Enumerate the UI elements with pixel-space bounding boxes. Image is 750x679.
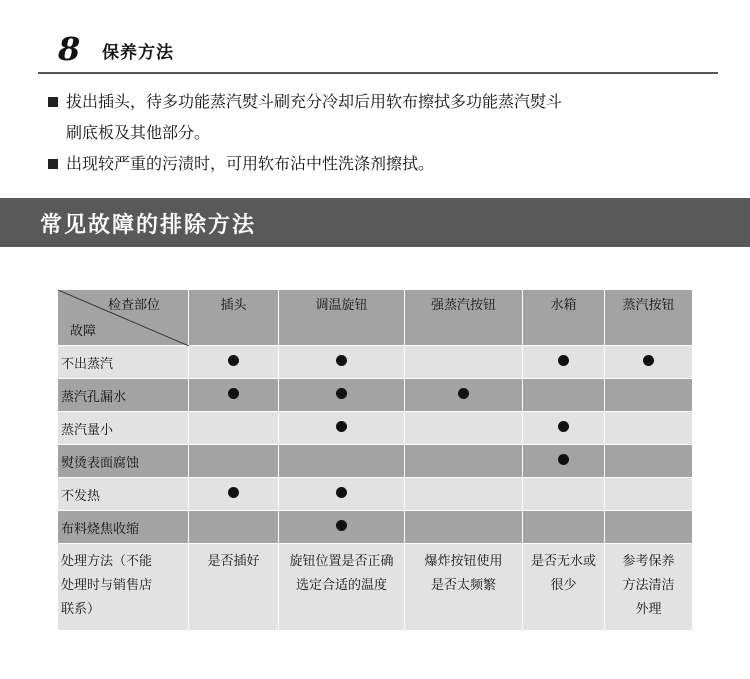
column-header: 蒸汽按钮: [605, 290, 693, 346]
check-cell: [405, 478, 523, 511]
check-cell: [523, 478, 605, 511]
check-cell: [279, 412, 405, 445]
check-cell: [189, 346, 279, 379]
method-line: 参考保养: [622, 554, 675, 569]
method-label-line: 联系）: [61, 602, 101, 617]
section-number: 8: [58, 30, 81, 68]
check-cell: [605, 346, 693, 379]
table-row: [58, 346, 693, 379]
table-row: [58, 412, 693, 445]
check-dot-icon: [336, 421, 347, 432]
check-cell: [523, 379, 605, 412]
check-cell: [279, 478, 405, 511]
check-cell: [405, 445, 523, 478]
method-row: [58, 544, 693, 631]
check-cell: [189, 478, 279, 511]
section-header: [48, 28, 708, 68]
check-cell: [279, 445, 405, 478]
column-header: 调温旋钮: [279, 290, 405, 346]
table-row: [58, 511, 693, 544]
check-cell: [189, 412, 279, 445]
check-dot-icon: [228, 388, 239, 399]
banner-title: 常见故障的排除方法: [40, 213, 257, 238]
check-dot-icon: [336, 388, 347, 399]
table-row: [58, 478, 693, 511]
check-dot-icon: [643, 355, 654, 366]
table-corner-cell: [58, 290, 189, 346]
check-cell: [605, 379, 693, 412]
fault-label: 蒸汽孔漏水: [58, 379, 189, 412]
check-cell: [405, 511, 523, 544]
method-cell: [405, 544, 523, 631]
check-cell: [523, 412, 605, 445]
section-title: 保养方法: [102, 43, 174, 63]
table-row: [58, 445, 693, 478]
corner-label-part: 检查部位: [107, 298, 160, 313]
check-cell: [605, 478, 693, 511]
corner-label-fault: 故障: [70, 324, 97, 339]
check-dot-icon: [558, 454, 569, 465]
check-dot-icon: [336, 487, 347, 498]
check-cell: [523, 511, 605, 544]
check-cell: [405, 346, 523, 379]
column-header: 水箱: [523, 290, 605, 346]
check-cell: [523, 346, 605, 379]
troubleshooting-banner: [0, 198, 750, 247]
method-label-line: 处理方法（不能: [61, 554, 153, 569]
method-line: 爆炸按钮使用: [424, 554, 503, 569]
column-header: 插头: [189, 290, 279, 346]
square-bullet-icon: [48, 97, 58, 107]
check-dot-icon: [336, 520, 347, 531]
table-header-row: [58, 290, 693, 346]
check-dot-icon: [558, 421, 569, 432]
method-cell: [189, 544, 279, 631]
method-cell: [605, 544, 693, 631]
method-label: [58, 544, 189, 631]
method-line: 外理: [635, 602, 662, 617]
method-label-line: 处理时与销售店: [61, 578, 153, 593]
bullet-item: [48, 148, 728, 179]
check-dot-icon: [228, 487, 239, 498]
bullet-line: 出现较严重的污渍时，可用软布沾中性洗涤剂擦拭。: [66, 154, 435, 173]
fault-label: 不发热: [58, 478, 189, 511]
check-cell: [279, 511, 405, 544]
check-cell: [279, 379, 405, 412]
fault-label: 不出蒸汽: [58, 346, 189, 379]
fault-label: 熨烫表面腐蚀: [58, 445, 189, 478]
column-header: 强蒸汽按钮: [405, 290, 523, 346]
bullet-line: 刷底板及其他部分。: [66, 123, 211, 142]
check-dot-icon: [228, 355, 239, 366]
table-row: [58, 379, 693, 412]
method-line: 选定合适的温度: [295, 578, 387, 593]
check-dot-icon: [458, 388, 469, 399]
check-cell: [405, 412, 523, 445]
check-cell: [605, 445, 693, 478]
check-cell: [605, 412, 693, 445]
method-line: 是否插好: [207, 554, 260, 569]
check-cell: [279, 346, 405, 379]
maintenance-bullets: [48, 86, 728, 179]
bullet-line: 拔出插头，待多功能蒸汽熨斗刷充分冷却后用软布擦拭多功能蒸汽熨斗: [66, 92, 563, 111]
check-cell: [605, 511, 693, 544]
method-cell: [523, 544, 605, 631]
fault-label: 布料烧焦收缩: [58, 511, 189, 544]
square-bullet-icon: [48, 159, 58, 169]
check-cell: [189, 511, 279, 544]
method-line: 是否太频繁: [430, 578, 496, 593]
fault-table: [57, 289, 693, 631]
bullet-item: [48, 86, 728, 148]
method-cell: [279, 544, 405, 631]
check-cell: [405, 379, 523, 412]
fault-label: 蒸汽量小: [58, 412, 189, 445]
method-line: 方法清洁: [622, 578, 675, 593]
check-dot-icon: [558, 355, 569, 366]
check-cell: [189, 445, 279, 478]
section-divider: [38, 72, 718, 74]
method-line: 旋钮位置是否正确: [289, 554, 394, 569]
check-cell: [523, 445, 605, 478]
method-line: 很少: [550, 578, 577, 593]
check-dot-icon: [336, 355, 347, 366]
check-cell: [189, 379, 279, 412]
method-line: 是否无水或: [530, 554, 596, 569]
